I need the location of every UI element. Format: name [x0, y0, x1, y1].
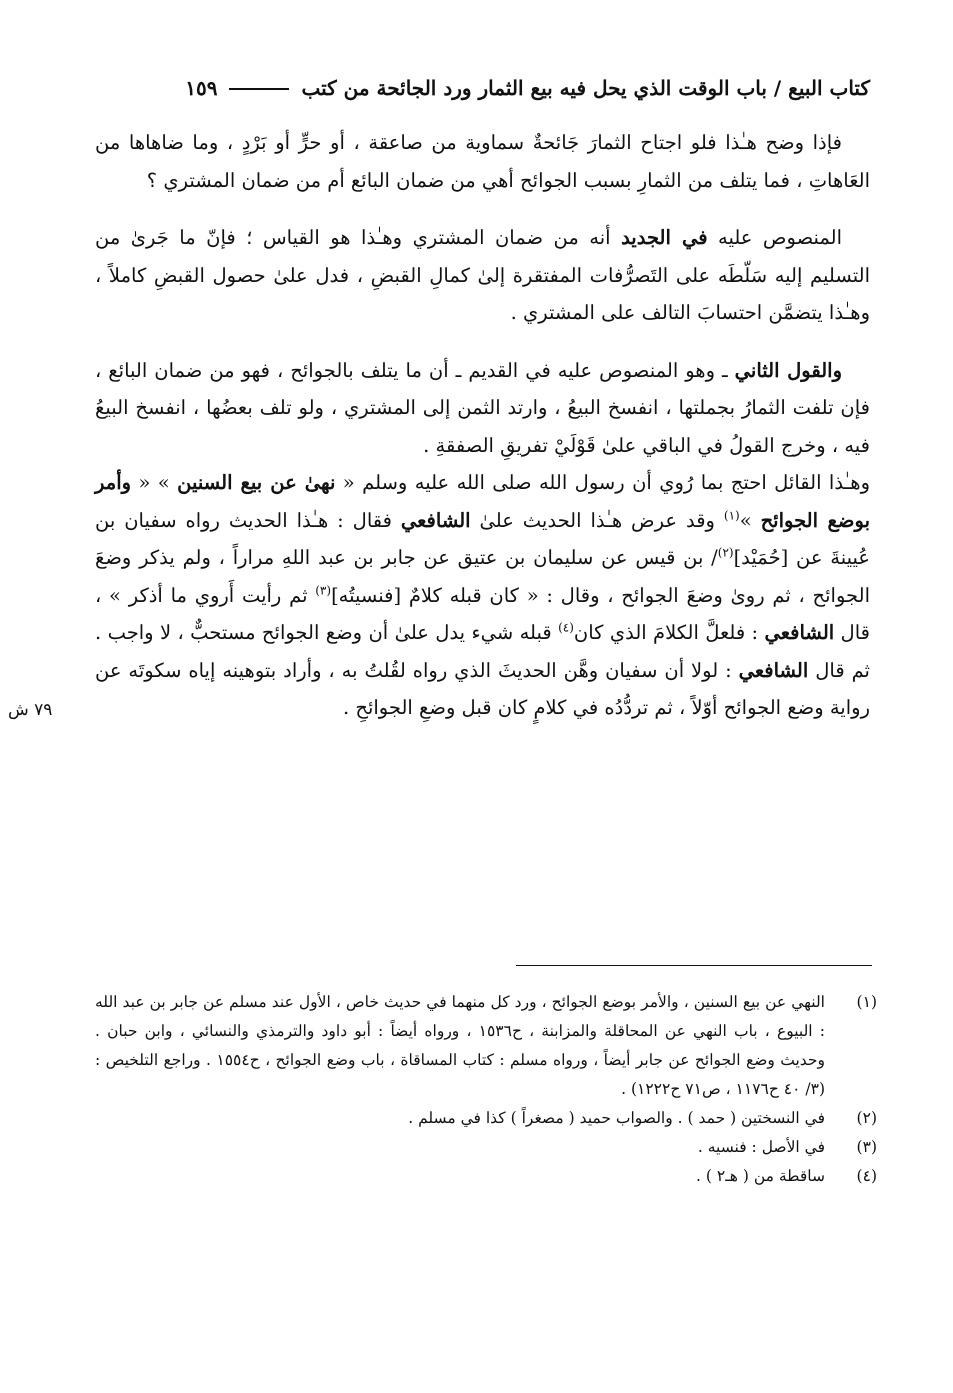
p4-shafii-2: الشافعي [764, 621, 835, 644]
footnote-4 [95, 1162, 877, 1191]
paragraph-2 [95, 219, 870, 332]
p3-text-b: ـ وهو المنصوص عليه في القديم ـ أن ما يتلف بالجوائح ، فهو من ضمان البائع ، فإن تلفت الثمارُ بجملتها ، انفسخ البيعُ ، وارتد الثمن إلى المشتري ، ولو تلف بعضُها ، انفسخ البيعُ فيه ، وخرج القولُ في الباقي علىٰ قَوْلَيْ تفريقِ الصفقةِ . [95, 358, 870, 457]
p4-text-e: » [739, 508, 761, 532]
p4-text-m: قبله شيء يدل علىٰ أن وضع الجوائح مستحبٌّ ، لا واجب . ثم قال [95, 621, 870, 682]
footnote-2 [95, 1104, 877, 1133]
p4-text-c: » « [131, 471, 178, 494]
p4-text-o: : لولا أن سفيان وهَّن الحديثَ الذي رواه لقُلتُ به ، وأراد بتوهينه إياه سكوتَه عن رواية وضع الجوائح أوّلاً ، ثم تردُّدُه في كلامٍ كان قبل وضعِ الجوائحِ . [95, 658, 870, 719]
footnote-3 [95, 1133, 877, 1162]
main-text [95, 124, 870, 747]
header-dash [229, 88, 289, 90]
footnote-1 [95, 988, 877, 1104]
footnote-text: في الأصل : فنسيه . [697, 1138, 825, 1156]
p4-shafii-3: الشافعي [738, 658, 809, 682]
paragraph-3 [95, 352, 870, 465]
margin-folio-note: ٧٩ ش [8, 700, 53, 720]
footnote-number: (٢) [856, 1109, 877, 1127]
footnote-ref-1: (١) [723, 508, 740, 522]
p2-text-c: أنه من ضمان المشتري وهـٰذا هو القياس ؛ فإنّ ما جَرىٰ من التسليم إليه سَلّطَه على التَصرُّفات المفتقرة إلىٰ كمالِ القبضِ ، فدل علىٰ حصول القبضِ كاملاً ، وهـٰذا يتضمَّن احتسابَ التالف على المشتري . [95, 226, 870, 324]
p3-bold-second-opinion: والقول الثاني [734, 358, 842, 382]
footnote-number: (١) [856, 993, 877, 1011]
paragraph-1: فإذا وضح هـٰذا فلو اجتاح الثمارَ جَائحةٌ سماوية من صاعقة ، أو حرٍّ أو بَرْدٍ ، وما ضاهاها من العَاهاتِ ، فما يتلف من الثمارِ بسبب الجوائح أهي من ضمان البائع أم من ضمان المشتري ؟ [95, 131, 870, 192]
p2-text-a: المنصوص عليه [707, 226, 842, 249]
p4-text-j: ثم رأيت أَروي ما أذكر » ، قال [95, 583, 870, 644]
footnotes [95, 988, 877, 1191]
footnote-ref-2: (٢) [717, 545, 734, 560]
footnote-text: ساقطة من ( هـ٢ ) . [696, 1167, 825, 1185]
footnote-number: (٣) [856, 1138, 877, 1156]
running-header [100, 76, 870, 100]
paragraph-4 [95, 464, 870, 727]
footnote-ref-3: (٣) [315, 583, 332, 597]
page-number: ١٥٩ [185, 76, 218, 100]
p4-text-i: / بن قيس عن سليمان بن عتيق عن جابر بن عبد اللهِ مراراً ، ولم يذكر وضعَ الجوائح ، ثم روىٰ وضعَ الجوائح ، وقال : « كان قبله كلامٌ [فنسيتُه] [95, 546, 870, 607]
footnote-ref-4: (٤) [558, 620, 574, 635]
p4-text-h: فقال : هـٰذا الحديث رواه سفيان بن عُيينةَ عن [حُمَيْد] [95, 508, 870, 569]
p4-text-f: وقد عرض هـٰذا الحديث علىٰ [470, 508, 724, 532]
footnote-number: (٤) [856, 1167, 877, 1185]
p4-shafii-1: الشافعي [400, 508, 471, 532]
header-title: كتاب البيع / باب الوقت الذي يحل فيه بيع الثمار ورد الجائحة من كتب [301, 76, 870, 100]
footnote-text: النهي عن بيع السنين ، والأمر بوضع الجوائح ، ورد كل منهما في حديث خاص ، الأول عند مسلم عن جابر بن عبد الله : البيوع ، باب النهي عن المحاقلة والمزابنة ، ح١٥٣٦ ، ورواه أيضاً : أبو داود والترمذي والنسائي ، وابن حبان . وحديث وضع الجوائح عن جابر أيضاً ، ورواه مسلم : كتاب المساقاة ، باب وضع الجوائح ، ح١٥٥٤ . وراجع التلخيص : (٣/ ٤٠ ح١١٧٦ ، ص٧١ ح١٢٢٢) . [95, 993, 825, 1098]
p2-bold-new-doctrine: في الجديد [621, 226, 708, 249]
p4-hadith-blights: وأمر بوضع الجوائح [95, 471, 870, 532]
footnote-separator [516, 965, 872, 966]
p4-hadith-sale-of-years: نهىٰ عن بيع السنين [177, 471, 336, 494]
footnote-text: في النسختين ( حمد ) . والصواب حميد ( مصغراً ) كذا في مسلم . [408, 1109, 825, 1127]
p4-text-a: وهـٰذا القائل احتج بما رُوي أن رسول الله صلى الله عليه وسلم « [335, 471, 870, 494]
p4-text-l: : فلعلَّ الكلامَ الذي كان [573, 621, 765, 644]
